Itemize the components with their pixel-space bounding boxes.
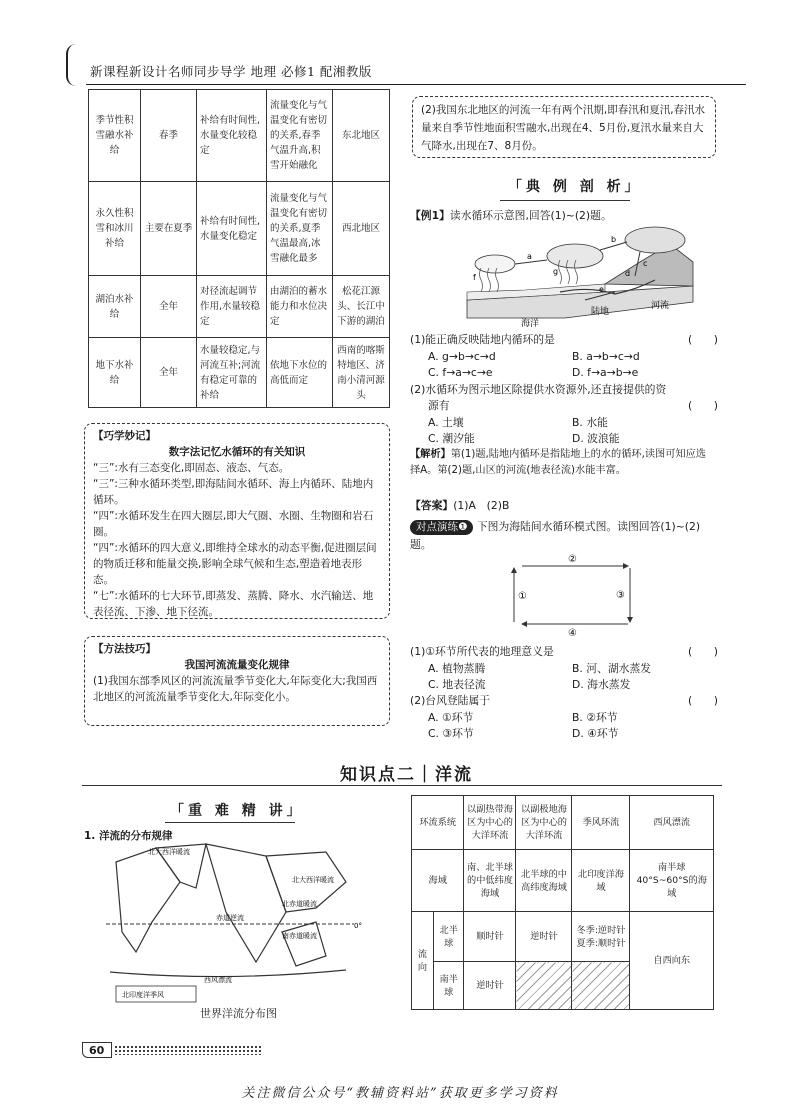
map-label: 北大西洋暖流 [148, 848, 190, 856]
table-row [89, 90, 390, 182]
answer-text: (1)A (2)B [453, 499, 510, 512]
table-cell: 南半球40°S~60°S的海域 [630, 850, 714, 912]
node-2: ② [568, 554, 577, 565]
option-c: C. 地表径流 [428, 678, 486, 691]
map-label: 北大西洋暖流 [292, 876, 334, 884]
option-b: B. 水能 [572, 416, 608, 429]
landmass-oceania [282, 922, 326, 966]
table-row [412, 850, 714, 912]
water-cycle-diagram [465, 222, 695, 332]
section-title-text: 重 难 精 讲 [188, 803, 287, 819]
world-ocean-currents-map [96, 842, 366, 1014]
header-title: 新课程新设计名师同步导学 地理 必修1 配湘教版 [90, 64, 372, 79]
footer-dots [114, 1045, 262, 1055]
bottom-note: 关注微信公众号“教辅资料站”获取更多学习资料 [241, 1086, 559, 1101]
table-cell: 主要在夏季 [141, 182, 197, 276]
table-row [412, 796, 714, 850]
table-header: 以副极地海区为中心的大洋环流 [516, 796, 572, 850]
node-1: ① [518, 591, 527, 602]
tips-line: “三”:水有三态变化,即固态、液态、气态。 [93, 462, 290, 474]
table-cell: 水量较稳定,与河流互补;河流有稳定可靠的补给 [197, 338, 267, 408]
ocean-map-caption: 世界洋流分布图 [200, 1007, 277, 1020]
memory-tips-box [84, 423, 390, 619]
analysis [410, 447, 714, 479]
table-cell: 全年 [141, 276, 197, 338]
table-cell: 北半球的中高纬度海域 [516, 850, 572, 912]
map-label: 赤道逆流 [216, 914, 244, 922]
page-footer [82, 1042, 262, 1058]
section-rule [165, 822, 295, 823]
label-land: 陆地 [591, 307, 610, 317]
exercise-q1: (1)①环节所代表的地理意义是 [410, 645, 554, 658]
ocean-current-table [411, 795, 714, 1010]
option-a: A. ①环节 [428, 711, 474, 724]
example-q2: (2)水循环为图示地区除提供水资源外,还直接提供的资 [410, 383, 667, 396]
table-header: 环流系统 [412, 796, 464, 850]
table-cell: 海域 [412, 850, 464, 912]
option-c: C. ③环节 [428, 727, 474, 740]
knowledge-point-title: 知识点二｜洋流 [340, 765, 473, 785]
tips-title: 数字法记忆水循环的有关知识 [168, 446, 306, 458]
example-q2-cont: 源有 [428, 399, 450, 412]
title-bracket-right: 」 [624, 179, 643, 195]
example-prompt-text: 读水循环示意图,回答(1)~(2)题。 [449, 209, 612, 222]
table-cell: 南半球 [434, 962, 464, 1010]
table-cell: 流量变化与气温变化有密切的关系,夏季气温最高,冰雪融化最多 [267, 182, 333, 276]
table-cell: 逆时针 [516, 912, 572, 962]
answer-paren: ( ) [688, 399, 719, 412]
table-row [89, 276, 390, 338]
table-cell: 顺时针 [464, 912, 516, 962]
option-b: B. 河、湖水蒸发 [572, 662, 652, 675]
table-cell: 逆时针 [464, 962, 516, 1010]
table-cell: 补给有时间性,水量变化较稳定 [197, 90, 267, 182]
option-c: C. 潮汐能 [428, 432, 475, 445]
label-a: a [527, 252, 532, 261]
label-b: b [611, 235, 617, 244]
focus-section-title [170, 800, 305, 820]
section-title-text: 典 例 剖 析 [526, 179, 625, 195]
label-f: f [473, 273, 476, 282]
table-cell: 季节性积雪融水补给 [89, 90, 141, 182]
answer-paren: ( ) [688, 645, 719, 658]
water-supply-table [88, 89, 390, 408]
table-header: 西风漂流 [630, 796, 714, 850]
page-header [66, 58, 746, 84]
table-row [412, 912, 714, 962]
answer [410, 498, 509, 514]
method-tag: 【方法技巧】 [93, 643, 156, 655]
table-cell: 自西向东 [630, 912, 714, 1010]
method-title: 我国河流流量变化规律 [184, 659, 290, 671]
option-d: D. ④环节 [572, 727, 619, 740]
sea-land-cycle-diagram [500, 552, 650, 638]
table-cell: 北印度洋海域 [572, 850, 630, 912]
header-rule [86, 84, 746, 85]
label-c: c [643, 259, 648, 268]
node-4: ④ [568, 628, 577, 638]
note-box [412, 96, 716, 158]
exercise-q2: (2)台风登陆属于 [410, 694, 491, 707]
label-d: d [625, 269, 631, 278]
tips-tag: 【巧学妙记】 [93, 430, 156, 442]
exercise-prompt-text: 下图为海陆间水循环模式图。读图回答(1)~(2)题。 [410, 520, 701, 551]
label-river: 河流 [651, 301, 670, 311]
tips-line: “四”:水循环的四大意义,即维持全球水的动态平衡,促进圈层间的物质迁移和能量交换,影响全球气候和生态,塑造着地表形态。 [93, 542, 377, 586]
ocean-map-heading: 1. 洋流的分布规律 [84, 830, 173, 842]
label-e: e [599, 285, 604, 294]
map-label: 西风漂流 [204, 976, 232, 984]
example-section-title [508, 176, 643, 196]
option-d: D. 海水蒸发 [572, 678, 631, 691]
table-row [89, 338, 390, 408]
table-cell-hatched [516, 962, 572, 1010]
option-d: D. f→a→b→e [572, 366, 639, 379]
table-cell: 东北地区 [333, 90, 390, 182]
table-cell: 依地下水位的高低而定 [267, 338, 333, 408]
option-b: B. a→b→c→d [572, 350, 640, 363]
table-cell: 对径流起调节作用,水量较稳定 [197, 276, 267, 338]
header-bracket [66, 44, 80, 86]
answer-paren: ( ) [688, 694, 719, 707]
analysis-tag: 【解析】 [410, 449, 451, 460]
exercise-prompt [410, 518, 714, 554]
tips-line: “四”:水循环发生在四大圈层,即大气圈、水圈、生物圈和岩石圈。 [93, 510, 374, 538]
node-3: ③ [616, 590, 625, 601]
table-row [89, 182, 390, 276]
method-tips-box [84, 636, 390, 726]
table-cell: 全年 [141, 338, 197, 408]
example-q1: (1)能正确反映陆地内循环的是 [410, 333, 555, 346]
landmass-americas [116, 848, 180, 952]
table-header: 以副热带海区为中心的大洋环流 [464, 796, 516, 850]
table-cell: 地下水补给 [89, 338, 141, 408]
exercise-tag: 对点演练❶ [410, 520, 473, 535]
tips-line: “三”:三种水循环类型,即海陆间水循环、海上内循环、陆地内循环。 [93, 478, 374, 506]
cloud-left [475, 255, 515, 273]
table-cell: 西北地区 [333, 182, 390, 276]
title-bracket-left: 「 [170, 803, 188, 819]
section-rule [500, 200, 630, 201]
option-c: C. f→a→c→e [428, 366, 493, 379]
map-label: 南赤道暖流 [282, 932, 317, 940]
table-cell: 冬季:逆时针 夏季:顺时针 [572, 912, 630, 962]
table-cell: 补给有时间性,水量变化稳定 [197, 182, 267, 276]
answer-paren: ( ) [688, 333, 719, 346]
map-label: 北赤道暖流 [282, 900, 317, 908]
option-b: B. ②环节 [572, 711, 618, 724]
tips-line: “七”:水循环的七大环节,即蒸发、蒸腾、降水、水汽输送、地表径流、下渗、地下径流。 [93, 590, 374, 618]
page-number: 60 [89, 1044, 105, 1057]
label-ocean: 海洋 [521, 319, 540, 329]
title-bracket-left: 「 [508, 179, 526, 195]
table-cell: 西南的喀斯特地区、济南小清河源头 [333, 338, 390, 408]
table-cell: 流向 [412, 912, 434, 1010]
map-label: 北印度洋季风 [122, 991, 164, 999]
example-label: 【例1】 [410, 209, 450, 222]
option-d: D. 波浪能 [572, 432, 620, 445]
table-cell: 北半球 [434, 912, 464, 962]
table-cell-hatched [572, 962, 630, 1010]
analysis-text: 第(1)题,陆地内循环是指陆地上的水的循环,读图可知应选择A。第(2)题,山区的河流(地表径流)水能丰富。 [410, 449, 706, 476]
table-cell: 永久性积雪和冰川补给 [89, 182, 141, 276]
table-cell: 春季 [141, 90, 197, 182]
title-bracket-right: 」 [286, 803, 305, 819]
table-cell: 由湖泊的蓄水能力和水位决定 [267, 276, 333, 338]
table-cell: 松花江源头、长江中下游的湖泊 [333, 276, 390, 338]
option-a: A. 土壤 [428, 416, 464, 429]
cloud-right [625, 227, 685, 253]
table-cell: 流量变化与气温变化有密切的关系,春季气温升高,积雪开始融化 [267, 90, 333, 182]
landmass-eurasia-africa [206, 844, 286, 962]
map-label: 0° [354, 922, 362, 930]
page-number-badge [82, 1042, 112, 1058]
answer-tag: 【答案】 [410, 499, 454, 512]
label-g: g [553, 267, 559, 276]
table-header: 季风环流 [572, 796, 630, 850]
kp-rule [82, 785, 722, 786]
option-a: A. g→b→c→d [428, 350, 496, 363]
table-cell: 湖泊水补给 [89, 276, 141, 338]
option-a: A. 植物蒸腾 [428, 662, 486, 675]
table-cell: 南、北半球的中低纬度海域 [464, 850, 516, 912]
method-body: (1)我国东部季风区的河流流量季节变化大,年际变化大;我国西北地区的河流流量季节变化大,年际变化小。 [93, 675, 378, 703]
note-body: (2)我国东北地区的河流一年有两个汛期,即春汛和夏汛,春汛水量来自季节性地面积雪融水,出现在4、5月份,夏汛水量来自大气降水,出现在7、8月份。 [421, 104, 706, 152]
